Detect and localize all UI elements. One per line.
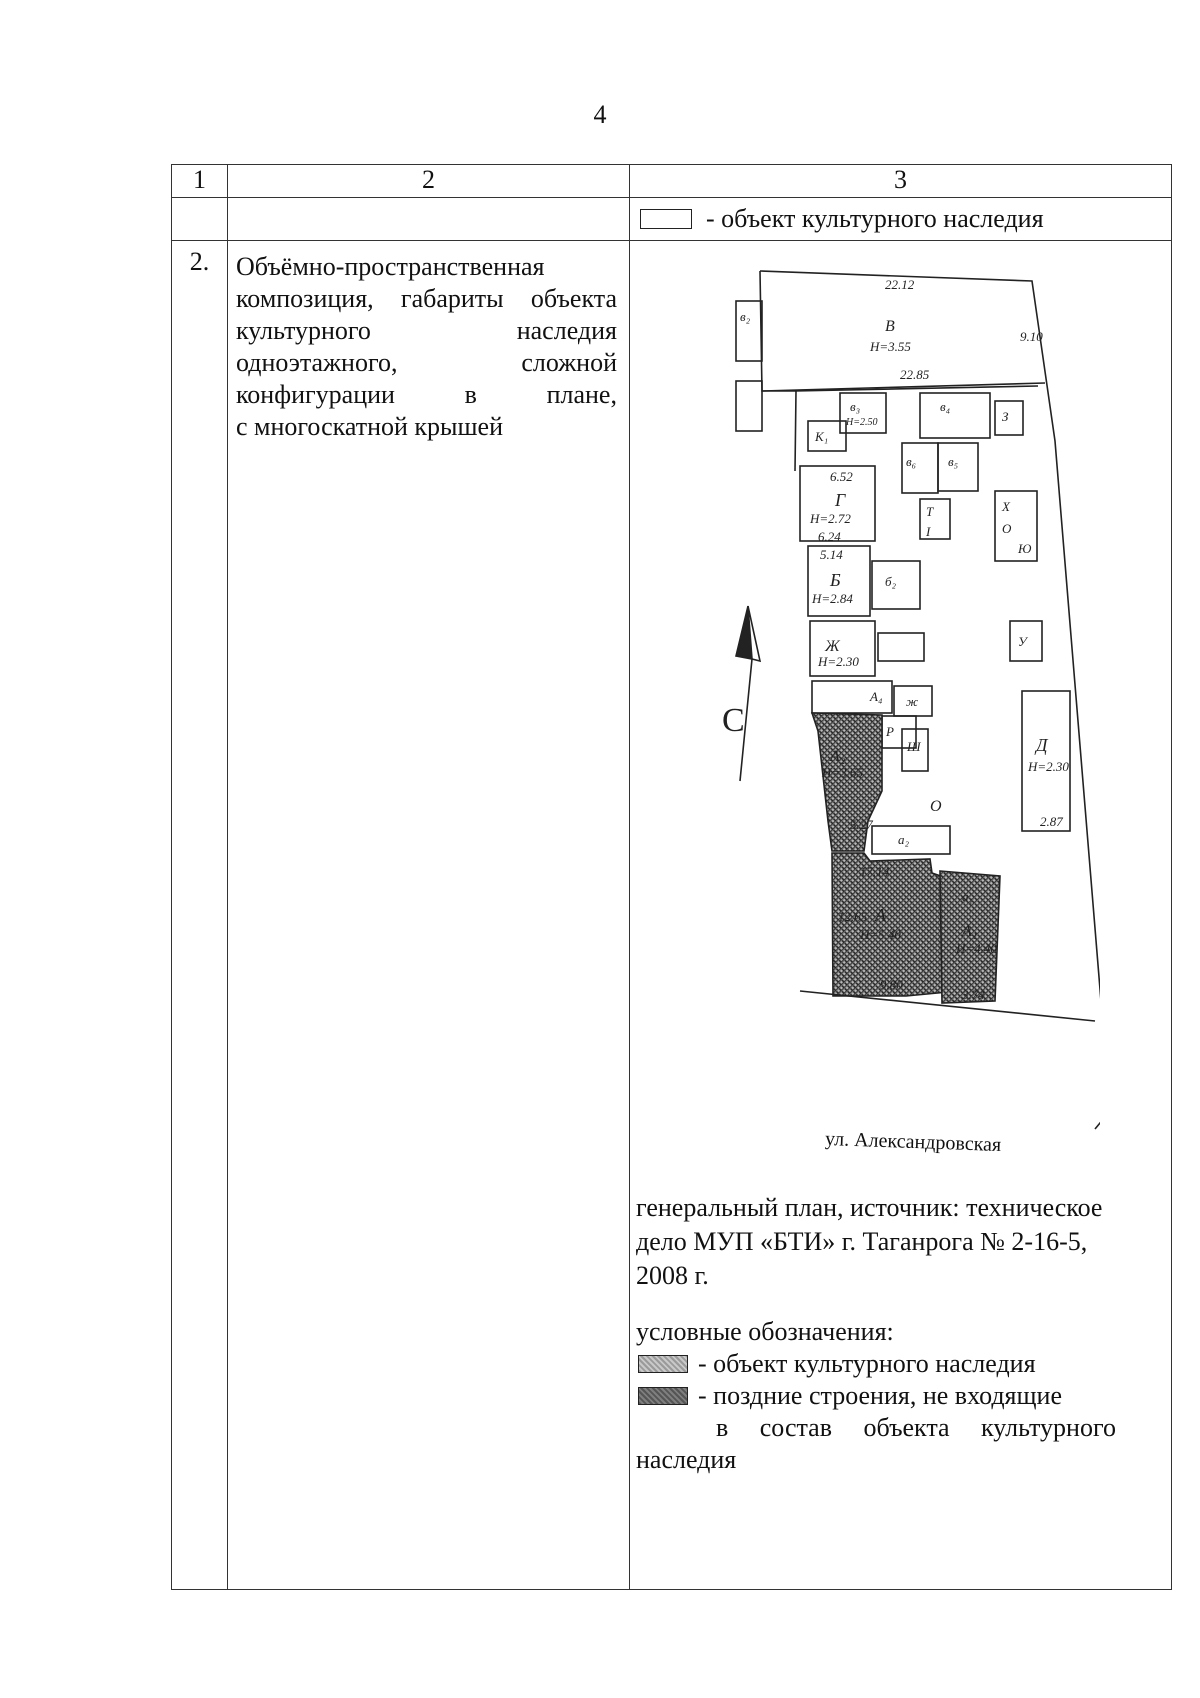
plan-label: Н=4.40 [956,941,997,956]
legend-heritage-swatch-icon [638,1355,688,1373]
plan-label: Н=2.84 [812,591,853,606]
plan-label: О [930,798,942,815]
desc-word: с многоскатной крышей [236,412,503,441]
header-col-2: 2 [228,165,630,198]
plan-label: в₃ [850,399,861,414]
legend-empty-box-icon [640,209,692,229]
legend-title: условные обозначения: [636,1317,894,1346]
row-number: 2. [172,241,228,1590]
plan-label: А₁ [962,923,978,940]
plan-label: 2.87 [1040,814,1063,829]
desc-word: плане, [546,380,617,409]
source-note: генеральный план, источник: техническое дело МУП «БТИ» г. Таганрога № 2-16-5, 2008 г. [636,1193,1103,1290]
plan-label: Ж [825,638,840,655]
plan-label: 5.27 [850,817,873,832]
plan-label: Н=5.40 [860,927,901,942]
plan-label: Н=2.30 [1028,759,1069,774]
plan-label: 22.85 [900,367,930,382]
desc-word: культурного [236,316,371,345]
plan-label: в₅ [948,454,959,469]
plan-label: Ю [1018,541,1032,556]
plan-label: Н=3.65 [822,765,863,780]
plot-boundary-left [760,271,796,471]
plan-label: 6.52 [830,469,853,484]
plan-label: Х [1002,499,1010,514]
plan-label: а₁ [962,889,974,904]
plan-label: Б [830,570,841,590]
plan-label: Д [1036,735,1048,755]
plan-label: Н=2.30 [818,654,859,669]
heritage-block-a [832,853,958,996]
plan-label: Н=3.55 [870,339,911,354]
legend-word: состав [759,1413,832,1442]
plan-label: б₂ [885,574,897,589]
desc-word: композиция, [236,284,374,313]
row-description [228,241,630,1590]
plan-label: в₂ [740,309,751,324]
desc-word: сложной [521,348,617,377]
desc-word: Объёмно-пространственная [236,252,545,281]
legend-top-text: - объект культурного наследия [706,204,1044,233]
page-number: 4 [593,100,607,129]
legend-block [636,1316,1116,1476]
plan-label: Г [835,490,846,510]
plan-label: 6.24 [818,529,841,544]
plan-label: 5.14 [820,547,843,562]
plan-label: 9.10 [1020,329,1043,344]
plan-label: 22.12 [885,277,915,292]
plan-label: в₄ [940,399,951,414]
plan-label: К₁ [815,429,829,444]
legend-item: - поздние строения, не входящие [698,1381,1062,1410]
header-col-1: 1 [172,165,228,198]
plan-label: 17.14 [860,864,890,879]
desc-word: конфигурации [236,380,395,409]
plan-label: 3.74 [962,987,985,1002]
legend-item: - объект культурного наследия [698,1349,1036,1378]
plan-label: Ш [907,739,921,754]
north-label: С [722,702,745,739]
legend-tail-end: наследия [636,1445,737,1474]
plan-label: В [885,318,895,335]
legend-later-swatch-icon [638,1387,688,1405]
plan-label: З [1002,409,1009,424]
legend-row [172,198,1172,241]
desc-word: наследия [516,316,617,345]
heritage-table [171,164,1172,1590]
street-caption: ул. Александровская [824,1127,1002,1157]
plan-label: 12.65 [838,909,868,924]
plan-label: в₆ [906,454,917,469]
plan-label: Т [926,504,934,519]
header-row [172,165,1172,198]
plan-label: А₄ [870,689,883,704]
plan-label: Н=2.72 [810,511,851,526]
legend-word: объекта [863,1413,950,1442]
desc-word: габариты [400,284,504,313]
plan-label: ж [906,694,919,709]
header-col-3: 3 [630,165,1172,198]
plan-label: А₂ [830,748,846,765]
plan-label: У [1018,634,1027,649]
desc-word: объекта [530,284,617,313]
desc-word: в [464,380,477,409]
plan-cell [630,241,1172,1590]
plan-label: 9.80 [880,977,903,992]
desc-word: одноэтажного, [236,348,398,377]
table-row [172,241,1172,1590]
plot-boundary [760,271,1100,1129]
plan-label: А [875,905,886,925]
plan-label: Р [886,724,894,739]
plan-label: Н=2.50 [846,417,878,428]
legend-word: культурного [981,1413,1116,1442]
plan-label: а₂ [898,832,910,847]
site-plan-drawing [700,261,1100,1191]
plan-label: I [926,524,931,539]
plan-label: О [1002,521,1012,536]
legend-word: в [716,1413,729,1442]
